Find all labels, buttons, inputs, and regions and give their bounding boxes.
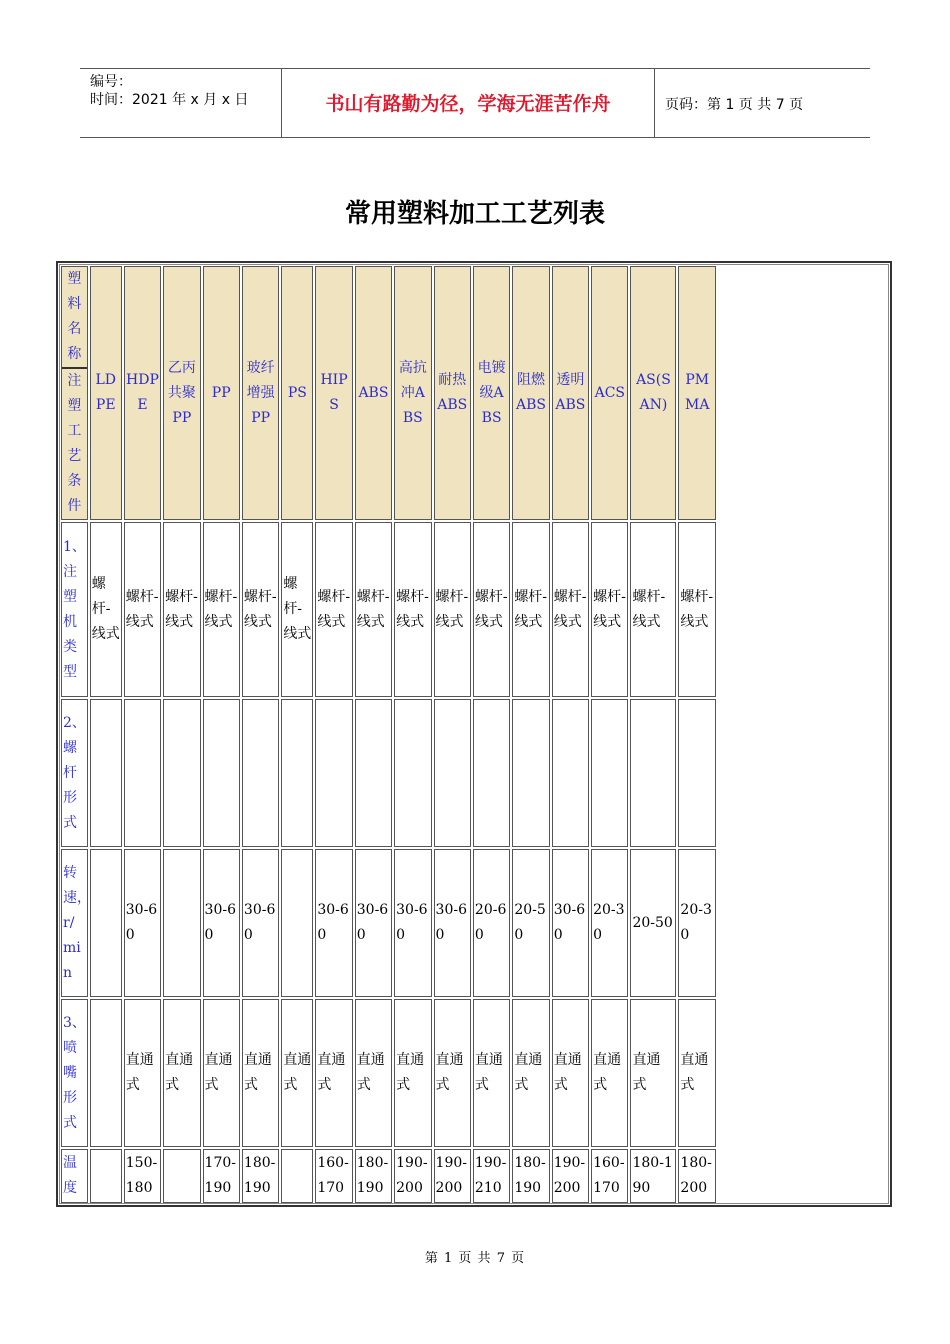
table-cell: [163, 849, 200, 997]
table-cell: [90, 699, 122, 847]
table-cell: 螺杆-线式: [473, 522, 510, 697]
table-cell: 170-190: [203, 1149, 240, 1203]
table-cell: [124, 699, 161, 847]
table-row: [61, 1149, 716, 1203]
table-cell: [203, 699, 240, 847]
table-cell: 螺杆-线式: [203, 522, 240, 697]
table-cell: [394, 699, 431, 847]
table-cell: 20-30: [678, 849, 716, 997]
table-cell: 螺杆-线式: [394, 522, 431, 697]
header-time-label: 时间：2021 年 x 月 x 日: [90, 92, 249, 108]
column-header: 耐热ABS: [434, 266, 471, 520]
table-cell: 螺杆-线式: [90, 522, 122, 697]
table-cell: [90, 1149, 122, 1203]
table-cell: [678, 699, 716, 847]
table-cell: 190-200: [552, 1149, 589, 1203]
column-header: AS(SAN): [630, 266, 676, 520]
column-header: PP: [203, 266, 240, 520]
table-cell: [630, 699, 676, 847]
table-cell: 160-170: [591, 1149, 628, 1203]
table-cell: 直通式: [434, 999, 471, 1147]
corner-plastic-name: 塑料名称: [62, 267, 87, 369]
table-cell: 直通式: [355, 999, 392, 1147]
table-cell: 20-60: [473, 849, 510, 997]
table-cell: 20-50: [512, 849, 549, 997]
table-cell: 直通式: [124, 999, 161, 1147]
table-cell: 螺杆-线式: [281, 522, 313, 697]
table-cell: 190-210: [473, 1149, 510, 1203]
table-cell: 直通式: [315, 999, 352, 1147]
table-cell: 直通式: [552, 999, 589, 1147]
table-cell: 180-190: [242, 1149, 279, 1203]
header-code-label: 编号：: [90, 74, 132, 90]
table-cell: 螺杆-线式: [124, 522, 161, 697]
table-cell: 180-190: [630, 1149, 676, 1203]
header-meta: [90, 73, 280, 109]
table-cell: 150-180: [124, 1149, 161, 1203]
table-cell: [163, 699, 200, 847]
table-cell: 螺杆-线式: [315, 522, 352, 697]
table-row: [61, 522, 716, 697]
table-row: [61, 849, 716, 997]
table-cell: 直通式: [242, 999, 279, 1147]
table-cell: [552, 699, 589, 847]
table-cell: 直通式: [281, 999, 313, 1147]
table-cell: [281, 1149, 313, 1203]
table-cell: 直通式: [630, 999, 676, 1147]
table-cell: 螺杆-线式: [678, 522, 716, 697]
column-header: ACS: [591, 266, 628, 520]
document-title: 常用塑料加工工艺列表: [344, 199, 605, 229]
table-cell: 30-60: [124, 849, 161, 997]
table-cell: 20-30: [591, 849, 628, 997]
table-cell: 直通式: [591, 999, 628, 1147]
column-header: ABS: [355, 266, 392, 520]
table-cell: 30-60: [355, 849, 392, 997]
row-label: 转速，r/min: [61, 849, 88, 997]
table-cell: 30-60: [315, 849, 352, 997]
table-cell: 螺杆-线式: [591, 522, 628, 697]
table-cell: [355, 699, 392, 847]
table-cell: 螺杆-线式: [434, 522, 471, 697]
column-header: 透明ABS: [552, 266, 589, 520]
column-header: 高抗冲ABS: [394, 266, 431, 520]
table-cell: [473, 699, 510, 847]
table-cell: 190-200: [394, 1149, 431, 1203]
table-cell: 螺杆-线式: [630, 522, 676, 697]
column-header: 电镀级ABS: [473, 266, 510, 520]
table-cell: 直通式: [512, 999, 549, 1147]
table-cell: 30-60: [203, 849, 240, 997]
table-cell: 180-200: [678, 1149, 716, 1203]
corner-process-conditions: 注塑工艺条件: [67, 373, 82, 514]
table-cell: 直通式: [163, 999, 200, 1147]
table-cell: [90, 849, 122, 997]
row-label: 3、喷嘴形式: [61, 999, 88, 1147]
table-cell: 螺杆-线式: [512, 522, 549, 697]
table-cell: 直通式: [203, 999, 240, 1147]
table-cell: 160-170: [315, 1149, 352, 1203]
column-header: 乙丙共聚PP: [163, 266, 200, 520]
table-cell: [242, 699, 279, 847]
page-footer: 第 1 页 共 7 页: [424, 1251, 526, 1266]
header-page-info: 页码：第 1 页 共 7 页: [665, 97, 804, 113]
page-header: [80, 68, 870, 138]
table-cell: [512, 699, 549, 847]
table-row: [61, 999, 716, 1147]
table-cell: 直通式: [678, 999, 716, 1147]
table-cell: [281, 699, 313, 847]
table-cell: 螺杆-线式: [163, 522, 200, 697]
table-cell: 180-190: [512, 1149, 549, 1203]
column-header: PMMA: [678, 266, 716, 520]
column-header: PS: [281, 266, 313, 520]
table-cell: 30-60: [552, 849, 589, 997]
table-cell: 190-200: [434, 1149, 471, 1203]
table-cell: 螺杆-线式: [355, 522, 392, 697]
column-header: LDPE: [90, 266, 122, 520]
table-cell: 30-60: [434, 849, 471, 997]
table-cell: 螺杆-线式: [242, 522, 279, 697]
table-cell: [281, 849, 313, 997]
table-cell: [90, 999, 122, 1147]
table-cell: [163, 1149, 200, 1203]
table-cell: 直通式: [473, 999, 510, 1147]
table-cell: [591, 699, 628, 847]
table-corner-cell: [61, 266, 88, 520]
table-cell: 180-190: [355, 1149, 392, 1203]
column-header: HDPE: [124, 266, 161, 520]
table-cell: 20-50: [630, 849, 676, 997]
process-table: [59, 264, 718, 1205]
table-header-row: [61, 266, 716, 520]
column-header: 玻纤增强PP: [242, 266, 279, 520]
header-motto: 书山有路勤为径，学海无涯苦作舟: [325, 93, 611, 115]
header-divider: [654, 69, 655, 137]
table-row: [61, 699, 716, 847]
table-cell: 30-60: [394, 849, 431, 997]
table-cell: 30-60: [242, 849, 279, 997]
table-cell: [315, 699, 352, 847]
table-cell: [434, 699, 471, 847]
column-header: HIPS: [315, 266, 352, 520]
table-cell: 螺杆-线式: [552, 522, 589, 697]
table-cell: 直通式: [394, 999, 431, 1147]
row-label: 温度: [61, 1149, 88, 1203]
row-label: 2、螺杆形式: [61, 699, 88, 847]
column-header: 阻燃ABS: [512, 266, 549, 520]
row-label: 1、注塑机类型: [61, 522, 88, 697]
